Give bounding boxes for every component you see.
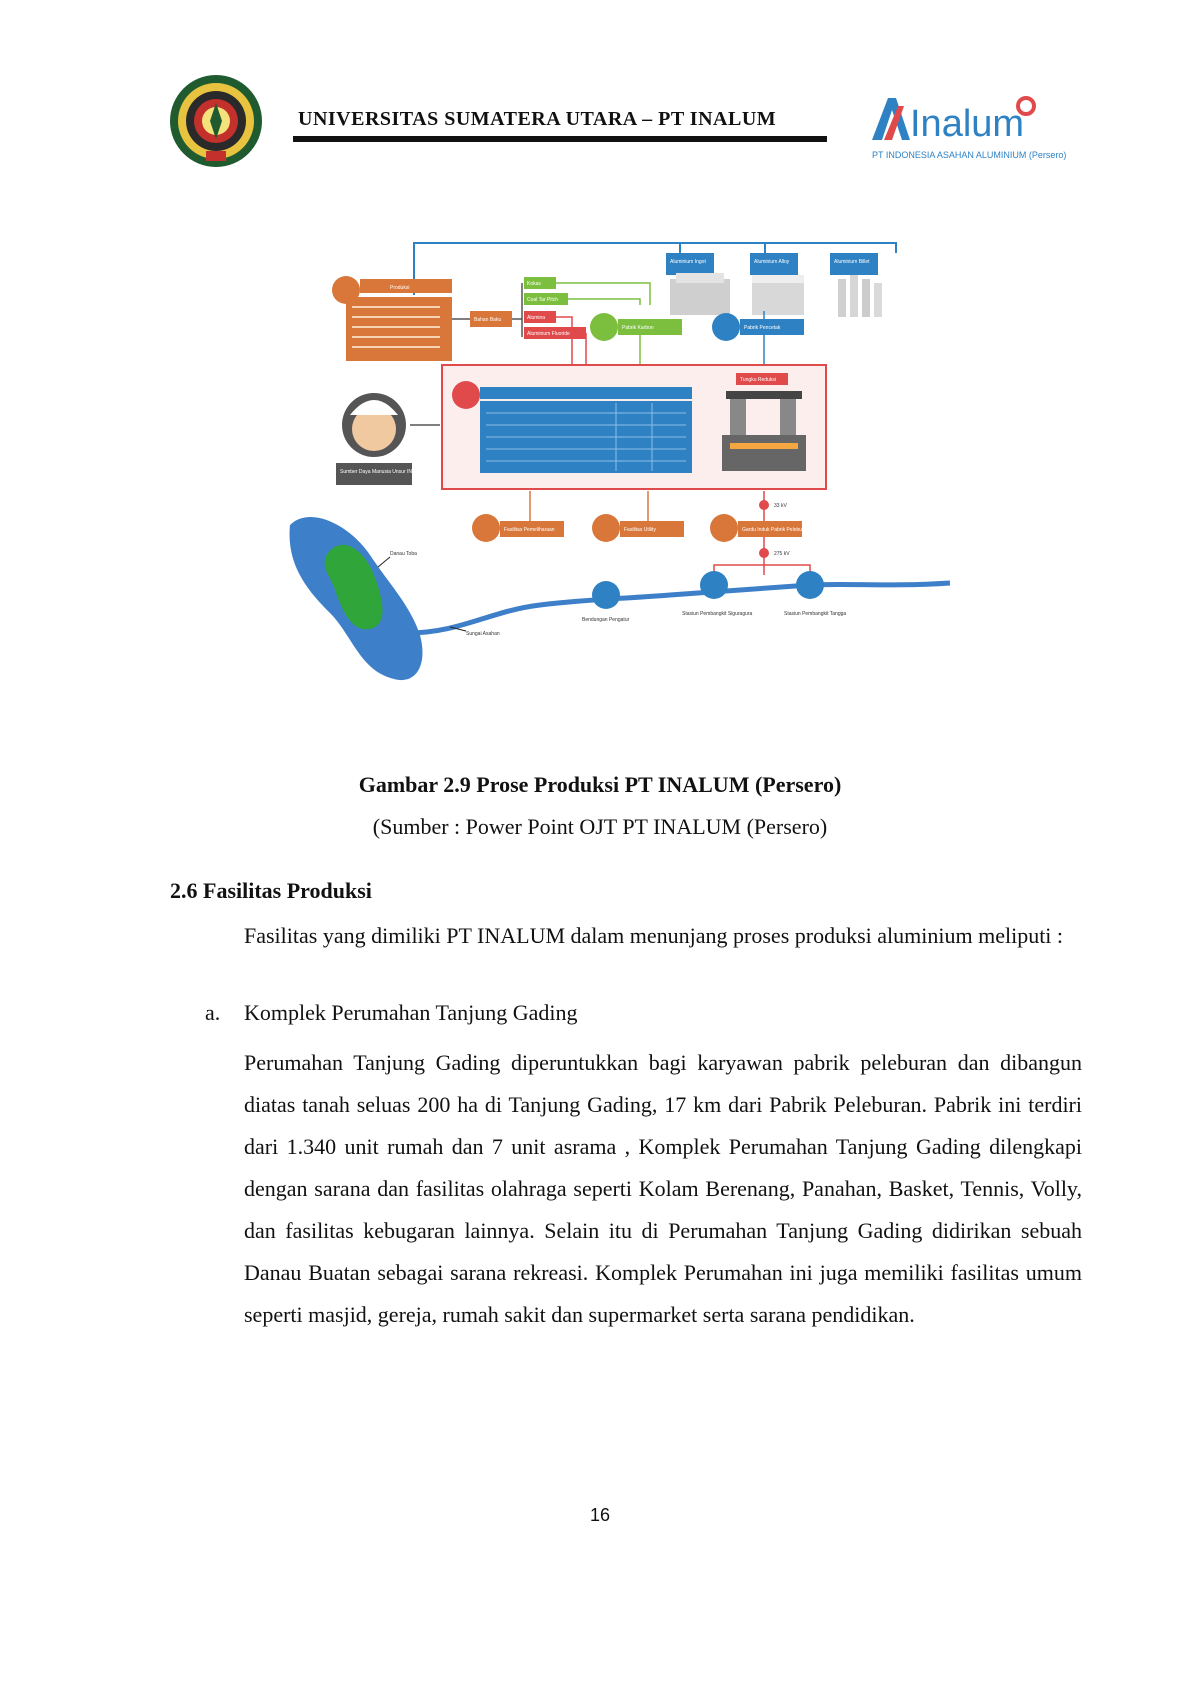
pabrik-karbon-label: Pabrik Karbon [622,325,654,331]
plta-siguragura-label: Stasiun Pembangkit Siguragura [682,611,753,617]
pemeliharaan-icon [472,514,500,542]
page-number: 16 [589,1505,611,1525]
alumina-label: Alumina [527,315,546,321]
section-heading: 2.6 Fasilitas Produksi [170,878,372,903]
inalum-wordmark: Inalum [910,103,1025,145]
pabrik-pencetak-icon [712,313,740,341]
33kv-icon [759,500,769,510]
bahan-baku-label: Bahan Baku [474,317,502,323]
33kv-label: 33 kV [774,503,787,509]
header-rule [293,136,827,142]
inalum-logo [870,86,1067,164]
billet-stack-icon [838,275,882,317]
bendungan-label: Bendungan Pengatur [582,617,630,623]
bendungan-icon [592,581,620,609]
coal-tar-pitch-label: Coal Tar Pitch [527,297,559,303]
275kv-label: 275 kV [774,551,790,557]
danau-toba-label: Danau Toba [390,551,417,557]
utility-label: Fasilitas Utility [624,527,656,533]
plta-siguragura-icon [700,571,728,599]
section-intro-paragraph: Fasilitas yang dimiliki PT INALUM dalam menunjang proses produksi aluminium meliputi : [244,923,1064,948]
pabrik-pencetak-label: Pabrik Pencetak [744,325,781,331]
production-process-figure [290,235,950,735]
sungai-asahan-river [408,583,950,633]
list-item-marker: a. [205,1000,221,1025]
utility-icon [592,514,620,542]
plta-tangga-icon [796,571,824,599]
inalum-tagline: PT INDONESIA ASAHAN ALUMINIUM (Persero) [872,150,1067,160]
aluminium-fluoride-label: Aluminium Fluoride [527,331,570,337]
usu-logo [168,73,264,169]
pemeliharaan-label: Fasilitas Pemeliharaan [504,527,555,533]
ingot-stack-icon [670,273,730,315]
pabrik-karbon-icon [590,313,618,341]
gardu-induk-label: Gardu Induk Pabrik Peleburan [742,527,810,533]
sungai-asahan-label: Sungai Asahan [466,631,500,637]
sdm-label: Sumber Daya Manusia Unsur INALUM [340,469,426,475]
alloy-stack-icon [752,275,804,315]
list-item-body: Perumahan Tanjung Gading diperuntukkan bagi karyawan pabrik peleburan dan dibangun diatas tanah seluas 200 ha di Tanjung Gading, 17 km dari Pabrik Peleburan. Pabrik ini terdiri dari 1.340 unit rumah dan 7 unit asrama , Komplek Perumahan Tanjung Gading dilengkapi dengan sarana dan fasilitas olahraga seperti Kolam Berenang, Panahan, Basket, Tennis, Volly, dan fasilitas kebugaran lainnya. Selain itu di Perumahan Tanjung Gading didirikan sebuah Danau Buatan sebagai sarana rekreasi. Komplek Perumahan ini juga memiliki fasilitas umum seperti masjid, gereja, rumah sakit dan supermarket serta sarana pendidikan. [244,1050,1082,1327]
figure-caption-title: Gambar 2.9 Prose Produksi PT INALUM (Persero) [358,772,842,797]
tungku-reduksi-label: Tungku Reduksi [740,377,776,383]
aluminium-alloy-label: Aluminium Alloy [754,259,790,265]
list-item-title: Komplek Perumahan Tanjung Gading [244,1000,578,1025]
gardu-induk-icon [710,514,738,542]
275kv-icon [759,548,769,558]
aluminium-billet-label: Aluminium Billet [834,259,870,265]
kokas-label: Kokas [527,281,541,287]
aluminium-ingot-label: Aluminium Ingot [670,259,706,265]
header-title: UNIVERSITAS SUMATERA UTARA – PT INALUM [298,108,777,130]
reduction-icon [452,381,480,409]
plta-tangga-label: Stasiun Pembangkit Tangga [784,611,847,617]
figure-caption-source: (Sumber : Power Point OJT PT INALUM (Persero) [372,814,828,839]
produksi-label: Produksi [390,285,410,291]
